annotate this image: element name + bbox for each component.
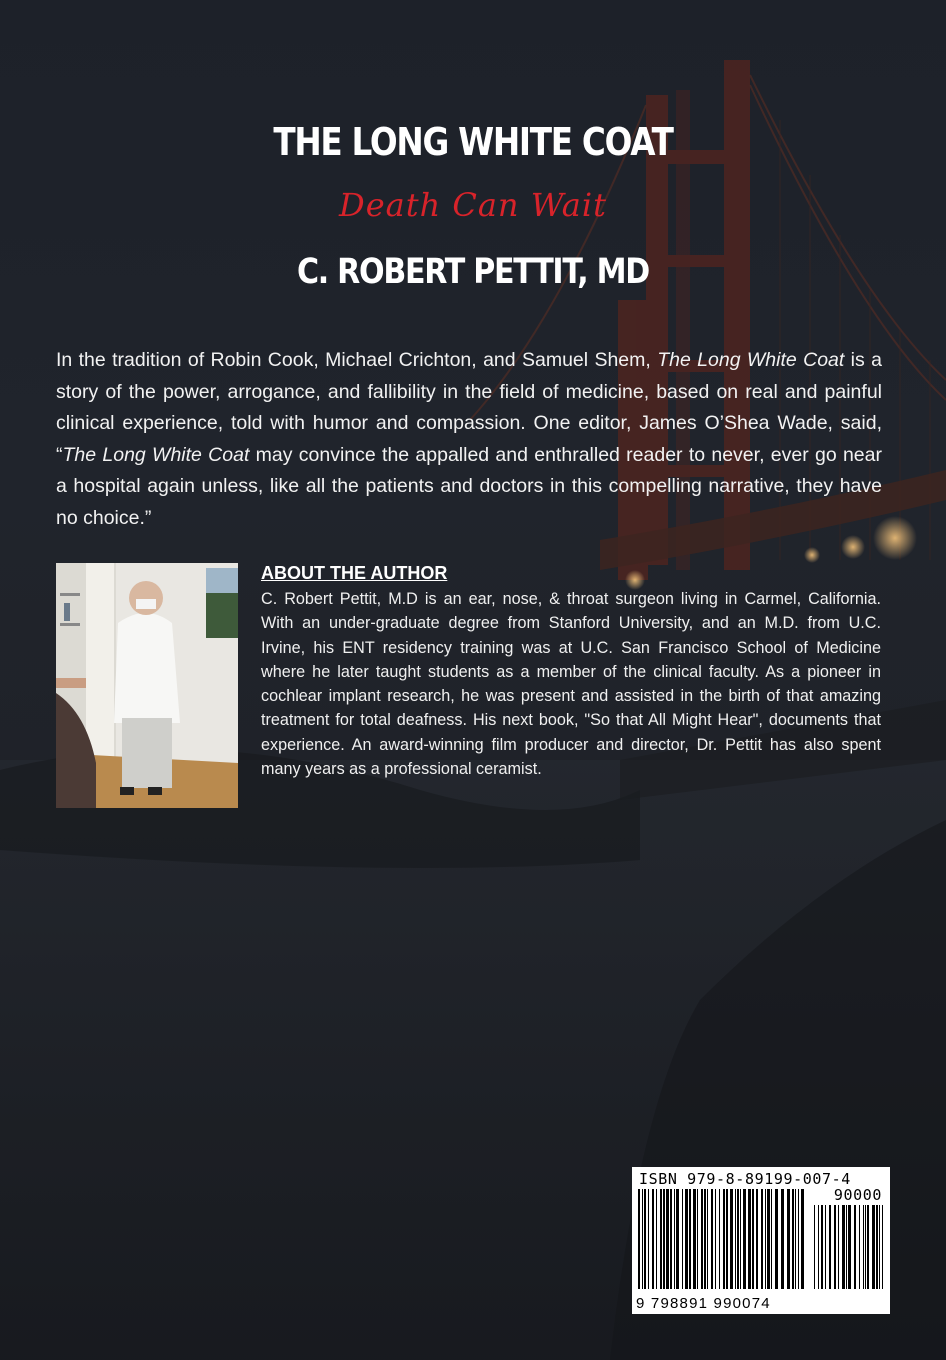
blurb-paragraph xyxy=(56,345,882,534)
author-photo xyxy=(56,563,238,808)
blurb-text: In the tradition of Robin Cook, Michael Crichton, and Samuel Shem, xyxy=(56,349,658,371)
book-title: THE LONG WHITE COAT xyxy=(273,120,673,164)
book-subtitle: Death Can Wait xyxy=(339,186,607,224)
blurb-italic-title: The Long White Coat xyxy=(62,443,250,466)
about-author-heading: ABOUT THE AUTHOR xyxy=(261,563,448,583)
isbn-text: ISBN 979-8-89199-007-4 xyxy=(639,1170,851,1188)
isbn-barcode xyxy=(632,1167,890,1314)
author-name: C. ROBERT PETTIT, MD xyxy=(297,252,649,292)
about-author-text: C. Robert Pettit, M.D is an ear, nose, & throat surgeon living in Carmel, California. With an under-graduate degree from Stanford University, and an M.D. from U.C. Irvine, his ENT residency training was at U.C. San Francisco School of Medicine where he later taught students as a member of the clinical faculty. As a pioneer in cochlear implant research, he was present and assisted in the birth of that amazing treatment for total deafness. His next book, "So that All Might Hear", documents that experience. An award-winning film producer and director, Dr. Pettit has also spent many years as a professional ceramist. xyxy=(261,590,881,779)
blurb-text: is a story of the power, arrogance, and fallibility in the field of medicine, based on real and painful clinical experience, told with humor and compassion. One editor, James O’Shea Wade, said, “ xyxy=(56,349,882,466)
blurb-italic-title: The Long White Coat xyxy=(657,349,845,371)
barcode-number: 9 798891 990074 xyxy=(636,1295,771,1312)
blurb-text: may convince the appalled and enthralled reader to never, ever go near a hospital again unless, like all the patients and doctors in this compelling narrative, they have no choice.” xyxy=(56,443,882,529)
price-code: 90000 xyxy=(833,1186,882,1204)
